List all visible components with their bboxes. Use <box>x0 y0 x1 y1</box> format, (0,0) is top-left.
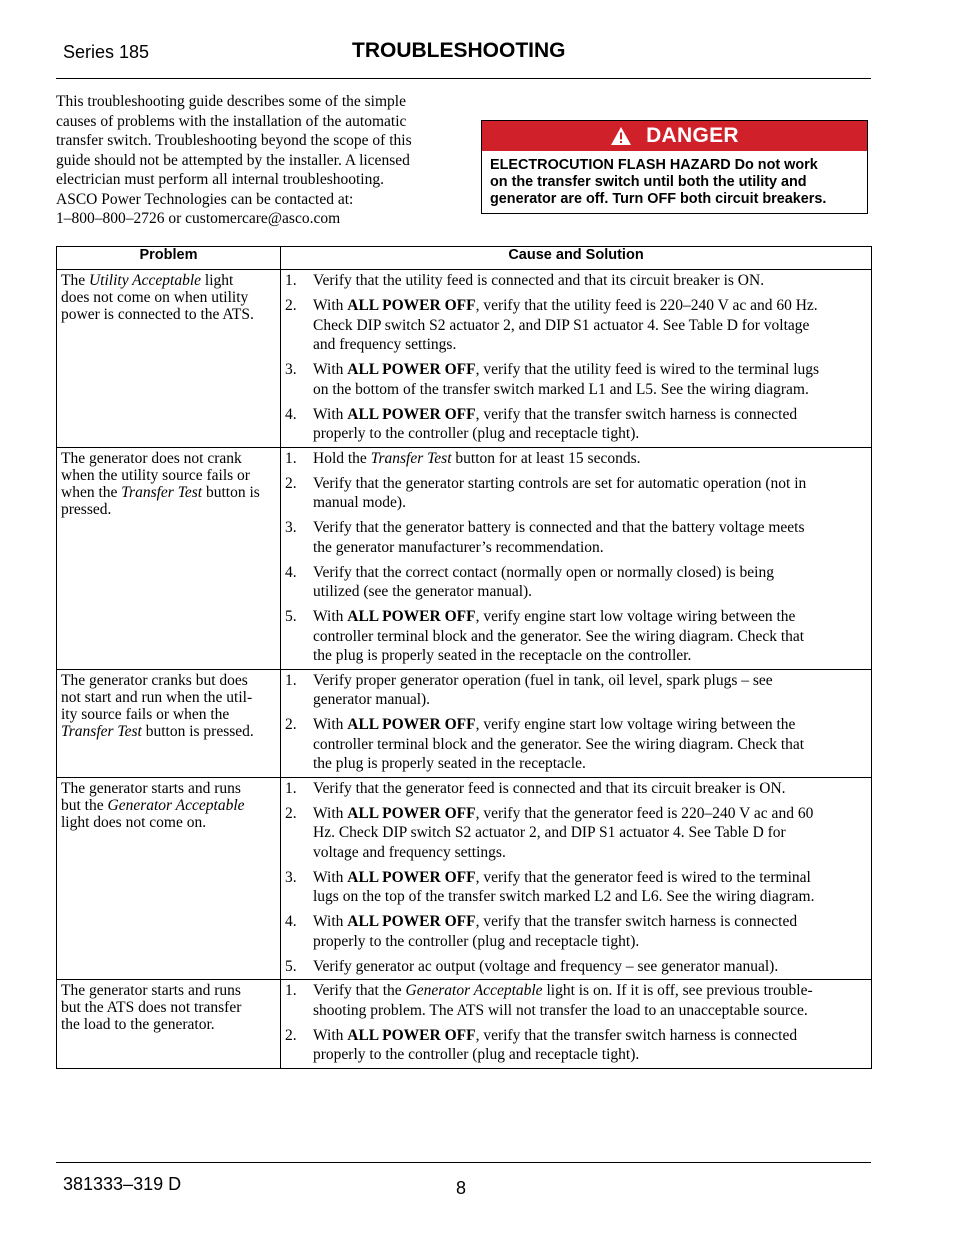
solution-item <box>285 405 867 444</box>
solution-item <box>285 563 867 602</box>
bold-text: ALL POWER OFF <box>347 913 476 930</box>
problem-cell <box>57 447 281 669</box>
problem-cell <box>57 669 281 777</box>
text-run: pressed. <box>61 500 112 518</box>
solution-text <box>313 405 797 444</box>
solution-item <box>285 296 867 355</box>
bold-text: ALL POWER OFF <box>347 608 476 625</box>
bold-text: ALL POWER OFF <box>347 804 476 822</box>
solution-line <box>313 316 818 336</box>
text-run: , verify that the transfer switch harness is connected <box>475 405 798 423</box>
solution-item <box>285 1026 867 1065</box>
text-run: With <box>313 1026 348 1044</box>
text-run: Hold the <box>313 449 371 467</box>
solution-line <box>313 932 797 952</box>
danger-banner <box>482 121 867 151</box>
solution-number: 2. <box>285 1026 297 1044</box>
text-run: the generator manufacturer’s recommendation. <box>313 538 604 556</box>
problem-line <box>61 484 276 501</box>
solution-item <box>285 715 867 774</box>
table-row <box>57 980 872 1069</box>
text-run: the plug is properly seated in the receptacle on the controller. <box>313 647 692 664</box>
bold-text: ALL POWER OFF <box>347 1026 476 1044</box>
solution-number: 1. <box>285 982 297 999</box>
problem-cell <box>57 270 281 448</box>
text-run: The generator cranks but does <box>61 671 248 689</box>
text-run: With <box>313 716 348 733</box>
solution-text <box>313 563 774 602</box>
solution-text <box>313 271 764 291</box>
text-run: generator manual). <box>313 691 431 708</box>
bold-text: ALL POWER OFF <box>347 361 476 378</box>
intro-paragraph <box>56 92 456 229</box>
text-run: The generator starts and runs <box>61 779 241 797</box>
problem-line <box>61 289 276 306</box>
solution-number: 4. <box>285 913 297 930</box>
text-run: , verify that the transfer switch harness is connected <box>475 1026 798 1044</box>
solution-text <box>313 474 806 513</box>
text-run: Verify generator ac output (voltage and frequency – see generator manual). <box>313 957 779 975</box>
solution-item <box>285 360 867 399</box>
text-run: but the ATS does not transfer <box>61 999 242 1016</box>
text-run: the load to the generator. <box>61 1016 215 1033</box>
solution-line <box>313 804 813 824</box>
solution-line <box>313 296 818 316</box>
solution-line <box>313 1001 813 1021</box>
text-run: properly to the controller (plug and receptacle tight). <box>313 1046 640 1063</box>
intro-line: causes of problems with the installation of the automatic <box>56 112 407 130</box>
footer-divider <box>56 1162 871 1163</box>
solution-line <box>313 493 806 513</box>
text-run: With <box>313 608 348 625</box>
text-run: shooting problem. The ATS will not transfer the load to an unacceptable source. <box>313 1001 808 1019</box>
text-run: button is <box>202 483 260 501</box>
text-run: light does not come on. <box>61 813 207 831</box>
text-run: Verify that the generator battery is connected and that the battery voltage meets <box>313 519 805 536</box>
text-run: voltage and frequency settings. <box>313 843 506 861</box>
text-run: , verify that the generator feed is 220–240 V ac and 60 <box>475 804 814 822</box>
solution-item <box>285 449 867 469</box>
solution-line <box>313 424 797 444</box>
document-number: 381333–319 D <box>63 1174 182 1194</box>
bold-text: ALL POWER OFF <box>347 405 476 423</box>
solution-number: 1. <box>285 272 297 289</box>
solution-item <box>285 779 867 799</box>
solution-number: 1. <box>285 449 297 467</box>
solution-item <box>285 957 867 977</box>
solution-line <box>313 715 804 735</box>
solution-number: 2. <box>285 297 297 314</box>
text-run: controller terminal block and the generator. See the wiring diagram. Check that <box>313 735 805 753</box>
solution-number: 3. <box>285 868 297 886</box>
danger-notice <box>481 120 868 214</box>
solution-line <box>313 690 773 710</box>
solution-text <box>313 715 804 774</box>
solution-line <box>313 449 641 469</box>
solution-cell <box>281 777 872 980</box>
intro-line: 1–800–800–2726 or customercare@asco.com <box>56 210 341 227</box>
problem-line <box>61 999 276 1016</box>
solution-line <box>313 474 806 494</box>
solution-text <box>313 912 797 951</box>
warning-triangle-icon <box>610 126 632 146</box>
problem-line <box>61 272 276 289</box>
table-row <box>57 669 872 777</box>
danger-title: DANGER <box>646 124 739 147</box>
table-row <box>57 777 872 980</box>
solution-text <box>313 1026 797 1065</box>
solution-number: 2. <box>285 716 297 733</box>
italic-text: Transfer Test <box>121 483 203 501</box>
text-run: but the <box>61 796 108 814</box>
solution-line <box>313 1045 797 1065</box>
text-run: utilized (see the generator manual). <box>313 583 533 600</box>
solution-item <box>285 804 867 863</box>
problem-line <box>61 780 276 797</box>
problem-column-header: Problem <box>57 247 281 270</box>
solution-line <box>313 843 813 863</box>
solution-item <box>285 912 867 951</box>
solution-line <box>313 627 804 647</box>
solution-item <box>285 474 867 513</box>
text-run: Verify that the generator starting controls are set for automatic operation (not in <box>313 474 807 492</box>
solution-number: 4. <box>285 563 297 581</box>
text-run: manual mode). <box>313 494 406 511</box>
text-run: light <box>201 272 234 289</box>
problem-line <box>61 982 276 999</box>
solution-line <box>313 735 804 755</box>
text-run: The generator does not crank <box>61 449 242 467</box>
text-run: button for at least 15 seconds. <box>451 449 641 467</box>
solution-cell <box>281 270 872 448</box>
solution-line <box>313 518 805 538</box>
text-run: light is on. If it is off, see previous trouble- <box>542 982 813 999</box>
solution-item <box>285 607 867 666</box>
solution-text <box>313 360 819 399</box>
solution-line <box>313 912 797 932</box>
solution-line <box>313 868 814 888</box>
text-run: on the bottom of the transfer switch marked L1 and L5. See the wiring diagram. <box>313 380 809 398</box>
solution-item <box>285 981 867 1020</box>
solution-line <box>313 887 814 907</box>
text-run: power is connected to the ATS. <box>61 306 254 323</box>
text-run: The generator starts and runs <box>61 982 241 999</box>
solution-text <box>313 779 786 799</box>
solution-number: 1. <box>285 671 297 689</box>
text-run: when the utility source fails or <box>61 466 250 484</box>
italic-text: Generator Acceptable <box>405 982 543 999</box>
solution-text <box>313 607 804 666</box>
text-run: , verify that the transfer switch harness is connected <box>475 913 798 930</box>
text-run: properly to the controller (plug and receptacle tight). <box>313 932 640 950</box>
solution-text <box>313 518 805 557</box>
problem-line <box>61 306 276 323</box>
text-run: Verify that the correct contact (normally open or normally closed) is being <box>313 563 774 581</box>
danger-message <box>482 151 867 208</box>
text-run: Verify that the generator feed is connected and that its circuit breaker is ON. <box>313 779 786 797</box>
solution-line <box>313 823 813 843</box>
solution-line <box>313 538 805 558</box>
bold-text: ALL POWER OFF <box>347 868 476 886</box>
bold-text: ALL POWER OFF <box>347 716 476 733</box>
solution-line <box>313 1026 797 1046</box>
intro-line: ASCO Power Technologies can be contacted at: <box>56 190 354 208</box>
table-header-row <box>57 247 872 270</box>
text-run: not start and run when the util- <box>61 688 253 706</box>
text-run: With <box>313 913 348 930</box>
solution-text <box>313 868 814 907</box>
solution-item <box>285 518 867 557</box>
solution-number: 2. <box>285 474 297 492</box>
page-number: 8 <box>456 1178 467 1198</box>
solution-line <box>313 671 773 691</box>
solution-number: 3. <box>285 361 297 378</box>
intro-line: This troubleshooting guide describes some of the simple <box>56 93 406 110</box>
text-run: Check DIP switch S2 actuator 2, and DIP S1 actuator 4. See Table D for voltage <box>313 316 810 334</box>
italic-text: Transfer Test <box>370 449 452 467</box>
text-run: , verify engine start low voltage wiring between the <box>475 716 796 733</box>
solution-text <box>313 671 773 710</box>
solution-text <box>313 296 818 355</box>
solution-line <box>313 563 774 583</box>
problem-line <box>61 706 276 723</box>
troubleshooting-table <box>56 246 872 1069</box>
header-divider <box>56 78 871 79</box>
solution-line <box>313 360 819 380</box>
solution-line <box>313 646 804 666</box>
text-run: The <box>61 272 89 289</box>
solution-number: 5. <box>285 957 297 975</box>
problem-line <box>61 501 276 518</box>
series-label: Series 185 <box>63 42 150 62</box>
solution-line <box>313 405 797 425</box>
text-run: , verify engine start low voltage wiring between the <box>475 608 796 625</box>
text-run: With <box>313 804 348 822</box>
intro-line: electrician must perform all internal troubleshooting. <box>56 171 384 188</box>
solution-number: 4. <box>285 405 297 423</box>
solution-cell <box>281 447 872 669</box>
problem-line <box>61 672 276 689</box>
text-run: With <box>313 405 348 423</box>
table-row <box>57 447 872 669</box>
solution-cell <box>281 669 872 777</box>
solution-item <box>285 671 867 710</box>
solution-number: 5. <box>285 608 297 625</box>
problem-line <box>61 450 276 467</box>
text-run: Verify that the utility feed is connected and that its circuit breaker is ON. <box>313 272 765 289</box>
solution-text <box>313 804 813 863</box>
solution-item <box>285 868 867 907</box>
text-run: With <box>313 297 348 314</box>
problem-line <box>61 814 276 831</box>
text-run: Verify that the <box>313 982 406 999</box>
text-run: , verify that the generator feed is wired to the terminal <box>475 868 811 886</box>
solution-line <box>313 582 774 602</box>
intro-line: guide should not be attempted by the installer. A licensed <box>56 151 410 169</box>
italic-text: Utility Acceptable <box>88 272 202 289</box>
solution-line <box>313 754 804 774</box>
problem-line <box>61 467 276 484</box>
text-run: the plug is properly seated in the receptacle. <box>313 755 586 772</box>
solution-line <box>313 981 813 1001</box>
solution-number: 2. <box>285 804 297 822</box>
text-run: properly to the controller (plug and receptacle tight). <box>313 425 640 442</box>
solution-cell <box>281 980 872 1069</box>
text-run: Hz. Check DIP switch S2 actuator 2, and DIP S1 actuator 4. See Table D for <box>313 824 786 841</box>
text-run: does not come on when utility <box>61 289 249 306</box>
text-run: Verify proper generator operation (fuel in tank, oil level, spark plugs – see <box>313 671 773 689</box>
intro-line: transfer switch. Troubleshooting beyond the scope of this <box>56 132 412 149</box>
text-run: ity source fails or when the <box>61 705 230 723</box>
text-run: , verify that the utility feed is 220–240 V ac and 60 Hz. <box>475 297 818 314</box>
solution-text <box>313 449 641 469</box>
danger-line: generator are off. Turn OFF both circuit breakers. <box>490 191 827 207</box>
solution-number: 3. <box>285 519 297 536</box>
solution-line <box>313 380 819 400</box>
text-run: , verify that the utility feed is wired to the terminal lugs <box>475 361 820 378</box>
text-run: With <box>313 361 348 378</box>
solution-line <box>313 957 778 977</box>
problem-line <box>61 1016 276 1033</box>
problem-cell <box>57 777 281 980</box>
text-run: button is pressed. <box>141 722 254 740</box>
danger-line: on the transfer switch until both the utility and <box>490 174 807 190</box>
problem-cell <box>57 980 281 1069</box>
text-run: lugs on the top of the transfer switch marked L2 and L6. See the wiring diagram. <box>313 888 815 905</box>
solution-item <box>285 271 867 291</box>
table-row <box>57 270 872 448</box>
solution-line <box>313 335 818 355</box>
solution-line <box>313 271 764 291</box>
text-run: controller terminal block and the generator. See the wiring diagram. Check that <box>313 627 805 645</box>
solution-text <box>313 957 778 977</box>
text-run: and frequency settings. <box>313 336 457 353</box>
problem-line <box>61 797 276 814</box>
text-run: when the <box>61 483 122 501</box>
page-title: TROUBLESHOOTING <box>352 39 566 62</box>
italic-text: Transfer Test <box>61 722 142 740</box>
solution-text <box>313 981 813 1020</box>
bold-text: ALL POWER OFF <box>347 297 476 314</box>
solution-line <box>313 779 786 799</box>
text-run: With <box>313 868 348 886</box>
problem-line <box>61 689 276 706</box>
solution-number: 1. <box>285 779 297 797</box>
problem-line <box>61 723 276 740</box>
danger-line: ELECTROCUTION FLASH HAZARD Do not work <box>490 157 818 173</box>
solution-column-header: Cause and Solution <box>281 247 872 270</box>
solution-line <box>313 607 804 627</box>
italic-text: Generator Acceptable <box>107 796 245 814</box>
